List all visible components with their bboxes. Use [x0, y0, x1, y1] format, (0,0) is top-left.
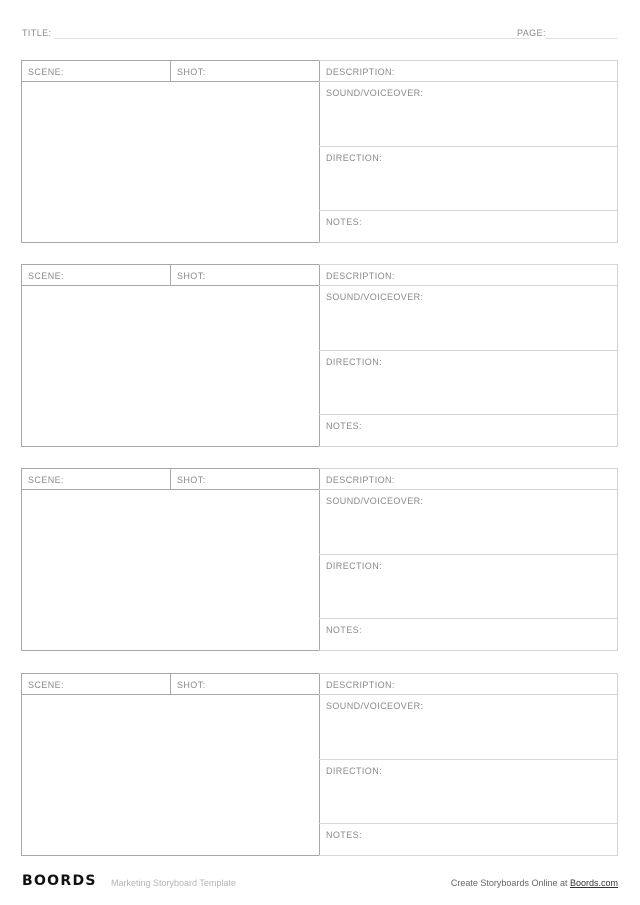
notes-label: NOTES: — [326, 830, 362, 840]
sketch-frame[interactable] — [22, 82, 319, 242]
storyboard-panel — [21, 60, 618, 243]
panel-left-column — [21, 264, 320, 447]
scene-label: SCENE: — [28, 271, 64, 281]
storyboard-panel — [21, 673, 618, 856]
notes-field[interactable] — [319, 824, 617, 855]
panel-right-column — [319, 60, 618, 243]
scene-label: SCENE: — [28, 475, 64, 485]
shot-field[interactable] — [171, 61, 319, 82]
description-field[interactable] — [319, 469, 617, 490]
scene-label: SCENE: — [28, 680, 64, 690]
description-label: DESCRIPTION: — [326, 680, 395, 690]
sound-voiceover-field[interactable] — [319, 695, 617, 760]
scene-label: SCENE: — [28, 67, 64, 77]
shot-field[interactable] — [171, 265, 319, 286]
sketch-frame[interactable] — [22, 286, 319, 446]
description-field[interactable] — [319, 265, 617, 286]
sound-voiceover-label: SOUND/VOICEOVER: — [326, 496, 424, 506]
direction-label: DIRECTION: — [326, 357, 383, 367]
shot-field[interactable] — [171, 469, 319, 490]
notes-label: NOTES: — [326, 625, 362, 635]
notes-label: NOTES: — [326, 421, 362, 431]
sketch-frame[interactable] — [22, 490, 319, 650]
sound-voiceover-field[interactable] — [319, 286, 617, 351]
direction-field[interactable] — [319, 147, 617, 211]
direction-field[interactable] — [319, 351, 617, 415]
panel-right-column — [319, 264, 618, 447]
panel-left-column — [21, 673, 320, 856]
boords-link[interactable]: Boords.com — [569, 878, 618, 888]
description-field[interactable] — [319, 61, 617, 82]
shot-label: SHOT: — [177, 67, 206, 77]
cta-text — [451, 878, 618, 888]
panel-left-column — [21, 60, 320, 243]
notes-field[interactable] — [319, 211, 617, 242]
description-label: DESCRIPTION: — [326, 475, 395, 485]
direction-label: DIRECTION: — [326, 153, 383, 163]
direction-label: DIRECTION: — [326, 561, 383, 571]
shot-label: SHOT: — [177, 475, 206, 485]
direction-field[interactable] — [319, 760, 617, 824]
shot-field[interactable] — [171, 674, 319, 695]
direction-label: DIRECTION: — [326, 766, 383, 776]
panel-right-column — [319, 673, 618, 856]
notes-field[interactable] — [319, 619, 617, 650]
sound-voiceover-label: SOUND/VOICEOVER: — [326, 701, 424, 711]
scene-field[interactable] — [22, 469, 171, 490]
notes-label: NOTES: — [326, 217, 362, 227]
description-label: DESCRIPTION: — [326, 271, 395, 281]
sound-voiceover-field[interactable] — [319, 82, 617, 147]
cta-prefix: Create Storyboards Online at — [450, 878, 570, 888]
scene-field[interactable] — [22, 674, 171, 695]
sound-voiceover-label: SOUND/VOICEOVER: — [326, 292, 424, 302]
sound-voiceover-label: SOUND/VOICEOVER: — [326, 88, 424, 98]
template-name: Marketing Storyboard Template — [111, 878, 236, 888]
panel-right-column — [319, 468, 618, 651]
description-field[interactable] — [319, 674, 617, 695]
page-header — [22, 26, 618, 40]
sound-voiceover-field[interactable] — [319, 490, 617, 555]
page-footer — [22, 872, 618, 892]
shot-label: SHOT: — [177, 680, 206, 690]
scene-field[interactable] — [22, 61, 171, 82]
panel-left-column — [21, 468, 320, 651]
page-field[interactable] — [545, 38, 618, 39]
sketch-frame[interactable] — [22, 695, 319, 855]
title-field[interactable] — [54, 38, 530, 39]
direction-field[interactable] — [319, 555, 617, 619]
storyboard-panel — [21, 468, 618, 651]
scene-field[interactable] — [22, 265, 171, 286]
description-label: DESCRIPTION: — [326, 67, 395, 77]
shot-label: SHOT: — [177, 271, 206, 281]
page-label: PAGE: — [517, 28, 546, 38]
storyboard-panel — [21, 264, 618, 447]
notes-field[interactable] — [319, 415, 617, 446]
title-label: TITLE: — [22, 28, 52, 38]
boords-logo: BOORDS — [22, 873, 97, 889]
